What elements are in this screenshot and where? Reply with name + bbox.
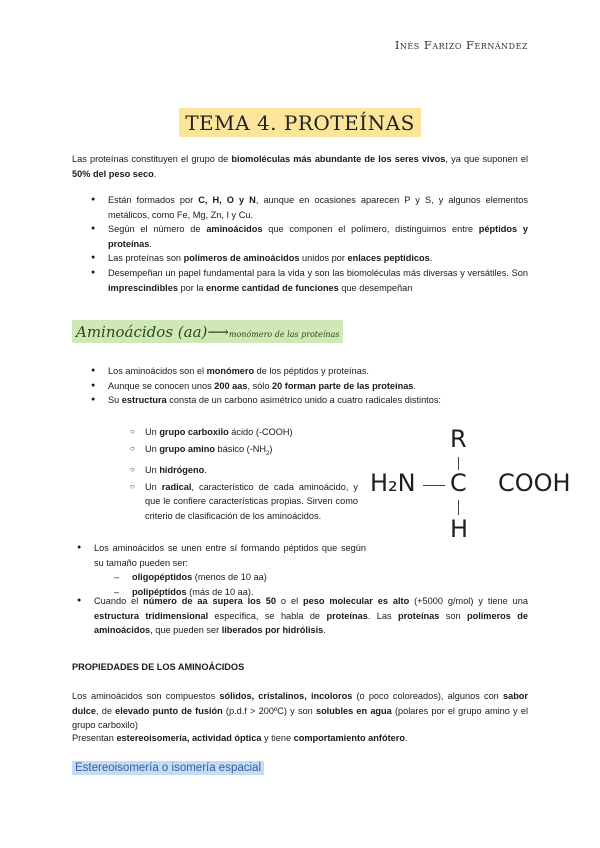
amino-group-label: H₂N xyxy=(370,469,416,497)
list-item: ● Los aminoácidos se unen entre sí formando péptidos que según su tamaño pueden ser: xyxy=(76,541,366,570)
author-name: Inés Farizo Fernández xyxy=(394,38,528,52)
radicals-list xyxy=(130,425,358,523)
page-title: TEMA 4. PROTEÍNAS xyxy=(179,108,421,137)
bond-line xyxy=(423,485,445,486)
list-item: ● Los aminoácidos son el monómero de los péptidos y proteínas. xyxy=(90,364,528,379)
list-item: ○ Un hidrógeno. xyxy=(130,463,358,478)
stereoisomerism-heading: Estereoisomería o isomería espacial xyxy=(72,761,264,775)
list-item: ● Según el número de aminoácidos que componen el polímero, distinguimos entre péptidos y proteínas. xyxy=(90,222,528,251)
hydrogen-label: H xyxy=(450,515,469,543)
bond-line xyxy=(458,500,459,515)
properties-heading: PROPIEDADES DE LOS AMINOÁCIDOS xyxy=(72,662,245,672)
list-item: – polipéptidos (más de 10 aa). xyxy=(114,585,366,600)
list-item: ● Están formados por C, H, O y N, aunque en ocasiones aparecen P y S, y algunos elementos metálicos, como Fe, Mg, Zn, I y Cu. xyxy=(90,193,528,222)
properties-paragraph: Los aminoácidos son compuestos sólidos, cristalinos, incoloros (o poco coloreados), algunos con sabor dulce, de elevado punto de fusión (p.d.f > 200ºC) y son solubles en agua (polares por el grupo amino y el grupo carboxilo) xyxy=(72,691,528,731)
proteins-paragraph xyxy=(76,594,528,638)
aminoacids-heading: Aminoácidos (aa)⟶monómero de las proteínas xyxy=(72,320,343,343)
intro-paragraph: Las proteínas constituyen el grupo de biomoléculas más abundante de los seres vivos, ya que suponen el 50% del peso seco. xyxy=(72,154,529,179)
list-item: ○ Un radical, característico de cada aminoácido, y que le confiere características propias. Sirven como criterio de clasificación de los aminoácidos. xyxy=(130,480,358,524)
list-item: ○ Un grupo carboxilo ácido (-COOH) xyxy=(130,425,358,440)
list-item: ● Desempeñan un papel fundamental para la vida y son las biomoléculas más diversas y versátiles. Son imprescindibles por la enorme cantidad de funciones que desempeñan xyxy=(90,266,528,295)
list-item: ● Cuando el número de aa supera los 50 o el peso molecular es alto (+5000 g/mol) y tiene una estructura tridimensional específica, se habla de proteínas. Las proteínas son polímeros de aminoácidos, que pueden ser liberados por hidrólisis. xyxy=(76,594,528,638)
r-group-label: R xyxy=(450,425,467,453)
features-list xyxy=(90,193,528,295)
list-item: ● Su estructura consta de un carbono asimétrico unido a cuatro radicales distintos: xyxy=(90,393,528,408)
aminoacid-structure-diagram xyxy=(368,425,588,550)
list-item: – oligopéptidos (menos de 10 aa) xyxy=(114,570,366,585)
peptides-paragraph xyxy=(76,541,366,599)
title-container xyxy=(0,108,600,137)
carboxyl-group-label: COOH xyxy=(498,469,571,497)
central-carbon-label: C xyxy=(450,469,467,497)
list-item: ● Las proteínas son polímeros de aminoácidos unidos por enlaces peptídicos. xyxy=(90,251,528,266)
aminoacids-list xyxy=(90,364,528,408)
list-item: ○ Un grupo amino básico $(-NH_2)$ xyxy=(130,442,358,461)
properties-paragraph-2: Presentan estereoisomería, actividad óptica y tiene comportamiento anfótero. xyxy=(72,733,408,743)
list-item: ● Aunque se conocen unos 200 aas, sólo 20 forman parte de las proteínas. xyxy=(90,379,528,394)
